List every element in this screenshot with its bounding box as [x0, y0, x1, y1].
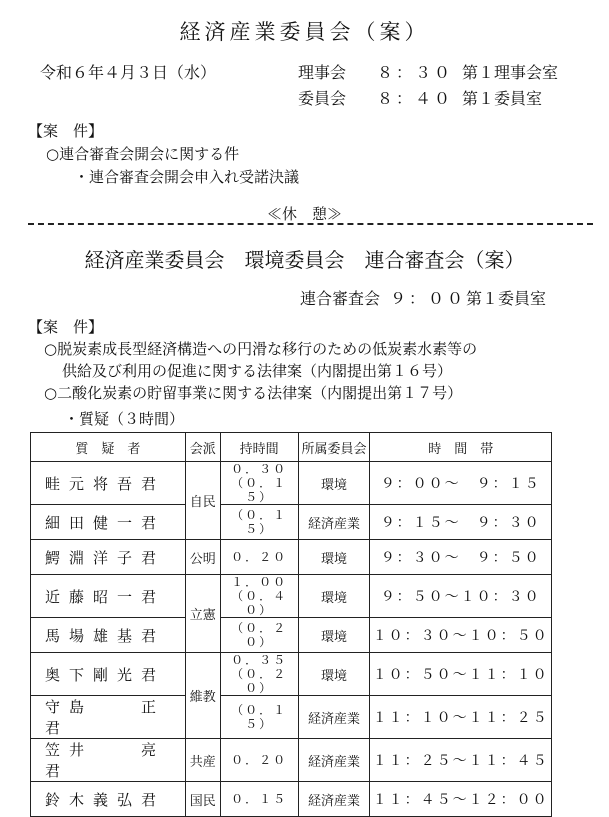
header-party: 会派 — [185, 433, 220, 462]
questioner-name: 馬場雄基君 — [31, 618, 186, 653]
agenda-subitem: ・連合審査会開会申入れ受諾決議 — [74, 168, 300, 186]
party: 国民 — [185, 782, 220, 817]
agenda-item: ○連合審査会開会に関する件 — [46, 145, 240, 163]
meeting2-title: 経済産業委員会 環境委員会 連合審査会（案） — [84, 248, 525, 272]
table-row — [31, 505, 552, 540]
questioner-name: 畦元将吾君 — [31, 462, 186, 505]
time-slot: １１：４５〜１２：００ — [370, 782, 552, 817]
table-row — [31, 739, 552, 782]
joint-session-room: 第１委員室 — [466, 289, 547, 308]
table-row — [31, 575, 552, 618]
party: 共産 — [185, 739, 220, 782]
allotted-time: ０．２０ — [220, 739, 298, 782]
table-row — [31, 540, 552, 575]
bill-item-1-cont: 供給及び利用の促進に関する法律案（内閣提出第１６号） — [62, 362, 453, 380]
committee: 環境 — [298, 462, 370, 505]
allotted-time-sub: （０．２０） — [231, 667, 288, 695]
allotted-time: （０．２０） — [220, 618, 298, 653]
schedule-committee-time: ８：４０ — [377, 89, 454, 108]
party: 自民 — [185, 462, 220, 540]
time-slot: １０：３０〜１０：５０ — [370, 618, 552, 653]
table-row — [31, 696, 552, 739]
joint-session-time: ９：００ — [390, 289, 467, 308]
time-slot: １１：２５〜１１：４５ — [370, 739, 552, 782]
committee: 経済産業 — [298, 696, 370, 739]
table-row — [31, 618, 552, 653]
allotted-time-sub: （０．１５） — [231, 476, 288, 504]
section-divider — [28, 223, 593, 225]
header-time-slot: 時 間 帯 — [370, 433, 552, 462]
committee: 環境 — [298, 618, 370, 653]
committee: 経済産業 — [298, 505, 370, 540]
allotted-time: ０．１５ — [220, 782, 298, 817]
committee: 環境 — [298, 575, 370, 618]
meeting-date: 令和６年４月３日（水） — [40, 63, 217, 82]
time-slot: ９：５０〜１０：３０ — [370, 575, 552, 618]
questioner-name: 近藤昭一君 — [31, 575, 186, 618]
qa-label: ・質疑（３時間） — [64, 410, 185, 428]
time-slot: １１：１０〜１１：２５ — [370, 696, 552, 739]
questioner-name: 鰐淵洋子君 — [31, 540, 186, 575]
time-slot: ９：１５〜 ９：３０ — [370, 505, 552, 540]
questioner-name: 鈴木義弘君 — [31, 782, 186, 817]
agenda-heading-2: 【案 件】 — [28, 318, 104, 336]
allotted-time-sub: （０．４０） — [231, 589, 288, 617]
schedule-board-time: ８：３０ — [377, 63, 454, 82]
table-row — [31, 782, 552, 817]
party: 公明 — [185, 540, 220, 575]
allotted-time: ０．２０ — [220, 540, 298, 575]
header-committee: 所属委員会 — [298, 433, 370, 462]
allotted-time — [220, 462, 298, 505]
time-slot: ９：３０〜 ９：５０ — [370, 540, 552, 575]
allotted-time-main: １．００ — [231, 575, 288, 589]
bill-item-1: ○脱炭素成長型経済構造への円滑な移行のための低炭素水素等の — [44, 340, 478, 358]
committee: 経済産業 — [298, 739, 370, 782]
party: 維教 — [185, 653, 220, 739]
questioner-name: 笠井 亮君 — [31, 739, 186, 782]
allotted-time: （０．１５） — [220, 505, 298, 540]
questioner-name: 奥下剛光君 — [31, 653, 186, 696]
schedule-committee-name: 委員会 — [298, 89, 347, 108]
recess-label: ≪休 憩≫ — [266, 205, 342, 223]
bill-item-2: ○二酸化炭素の貯留事業に関する法律案（内閣提出第１７号） — [44, 384, 463, 402]
meeting1-title: 経済産業委員会（案） — [179, 20, 430, 44]
schedule-board-room: 第１理事会室 — [462, 63, 559, 82]
questioner-name: 守島 正君 — [31, 696, 186, 739]
allotted-time: （０．１５） — [220, 696, 298, 739]
schedule-committee-room: 第１委員室 — [462, 89, 543, 108]
table-header-row — [31, 433, 552, 462]
allotted-time-main: ０．３５ — [231, 653, 288, 667]
committee: 環境 — [298, 653, 370, 696]
party: 立憲 — [185, 575, 220, 653]
allotted-time — [220, 575, 298, 618]
questioner-name: 細田健一君 — [31, 505, 186, 540]
time-slot: ９：００〜 ９：１５ — [370, 462, 552, 505]
agenda-heading: 【案 件】 — [28, 122, 104, 140]
committee: 経済産業 — [298, 782, 370, 817]
allotted-time — [220, 653, 298, 696]
header-allotted-time: 持時間 — [220, 433, 298, 462]
header-questioner: 質 疑 者 — [31, 433, 186, 462]
schedule-board-name: 理事会 — [298, 63, 347, 82]
joint-session-name: 連合審査会 — [300, 289, 381, 308]
table-row — [31, 462, 552, 505]
committee: 環境 — [298, 540, 370, 575]
questioner-table — [30, 432, 552, 817]
table-row — [31, 653, 552, 696]
allotted-time-main: ０．３０ — [231, 462, 288, 476]
time-slot: １０：５０〜１１：１０ — [370, 653, 552, 696]
